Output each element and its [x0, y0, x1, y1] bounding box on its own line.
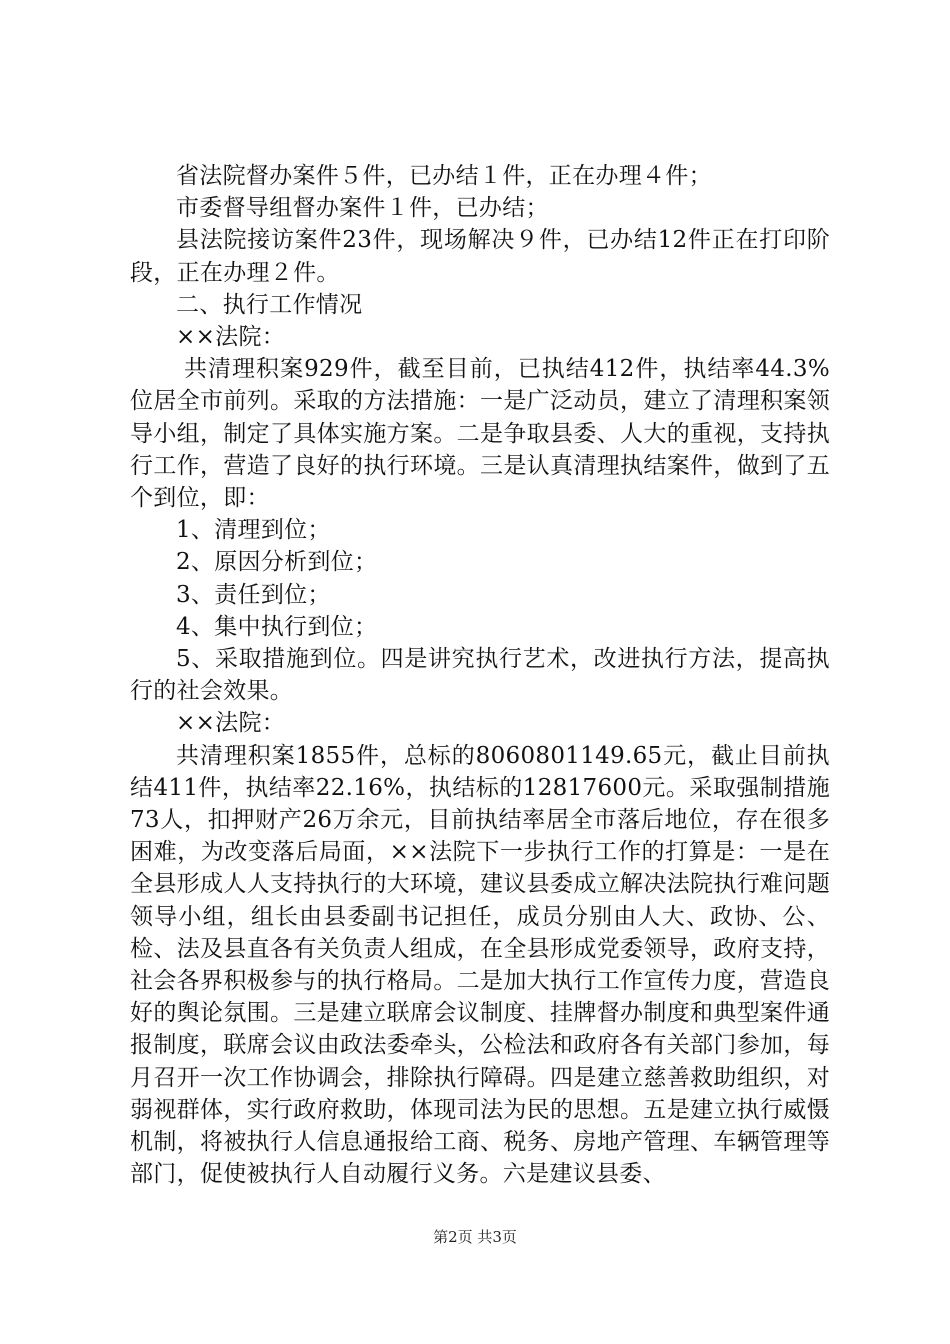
list-item-4: 4、集中执行到位；: [176, 613, 378, 640]
court-heading-first: ××法院：: [176, 324, 286, 351]
list-item-2: 2、原因分析到位；: [176, 549, 378, 576]
paragraph-second-court-summary: 共清理积案1855件，总标的8060801149.65元，截止目前执结411件，执结率22.16%，执结标的12817600元。采取强制措施73人，扣押财产26万余元，目前执结率居全市落后地位，存在很多困难，为改变落后局面，××法院下一步执行工作的打算是：一是在全县形成人人支持执行的大环境，建议县委成立解决法院执行难问题领导小组，组长由县委副书记担任，成员分别由人大、政协、公、检、法及县直各有关负责人组成，在全县形成党委领导，政府支持，社会各界积极参与的执行格局。二是加大执行工作宣传力度，营造良好的舆论氛围。三是建立联席会议制度、挂牌督办制度和典型案件通报制度，联席会议由政法委牵头，公检法和政府各有关部门参加，每月召开一次工作协调会，排除执行障碍。四是建立慈善救助组织，对弱视群体，实行政府救助，体现司法为民的思想。五是建立执行威慑机制，将被执行人信息通报给工商、税务、房地产管理、车辆管理等部门，促使被执行人自动履行义务。六是建议县委、: [130, 742, 830, 1188]
paragraph-county-court-visits: 县法院接访案件23件，现场解决９件，已办结12件正在打印阶段，正在办理２件。: [130, 227, 830, 286]
list-item-5: 5、采取措施到位。四是讲究执行艺术，改进执行方法，提高执行的社会效果。: [130, 646, 830, 705]
list-item-3: 3、责任到位；: [176, 581, 331, 608]
list-item-1: 1、清理到位；: [176, 517, 331, 544]
paragraph-first-court-summary: 共清理积案929件，截至目前，已执结412件，执结率44.3%位居全市前列。采取的方法措施：一是广泛动员，建立了清理积案领导小组，制定了具体实施方案。二是争取县委、人大的重视，支持执行工作，营造了良好的执行环境。三是认真清理执结案件，做到了五个到位，即：: [130, 356, 830, 512]
document-body: [130, 160, 830, 1191]
section-heading-execution-work: 二、执行工作情况: [176, 291, 363, 318]
page-number-footer: 第2页 共3页: [433, 1228, 517, 1246]
paragraph-provincial-court-cases: 省法院督办案件５件，已办结１件，正在办理４件；: [176, 163, 712, 189]
paragraph-municipal-supervision-cases: 市委督导组督办案件１件，已办结；: [176, 195, 549, 222]
court-heading-second: ××法院：: [176, 710, 286, 737]
